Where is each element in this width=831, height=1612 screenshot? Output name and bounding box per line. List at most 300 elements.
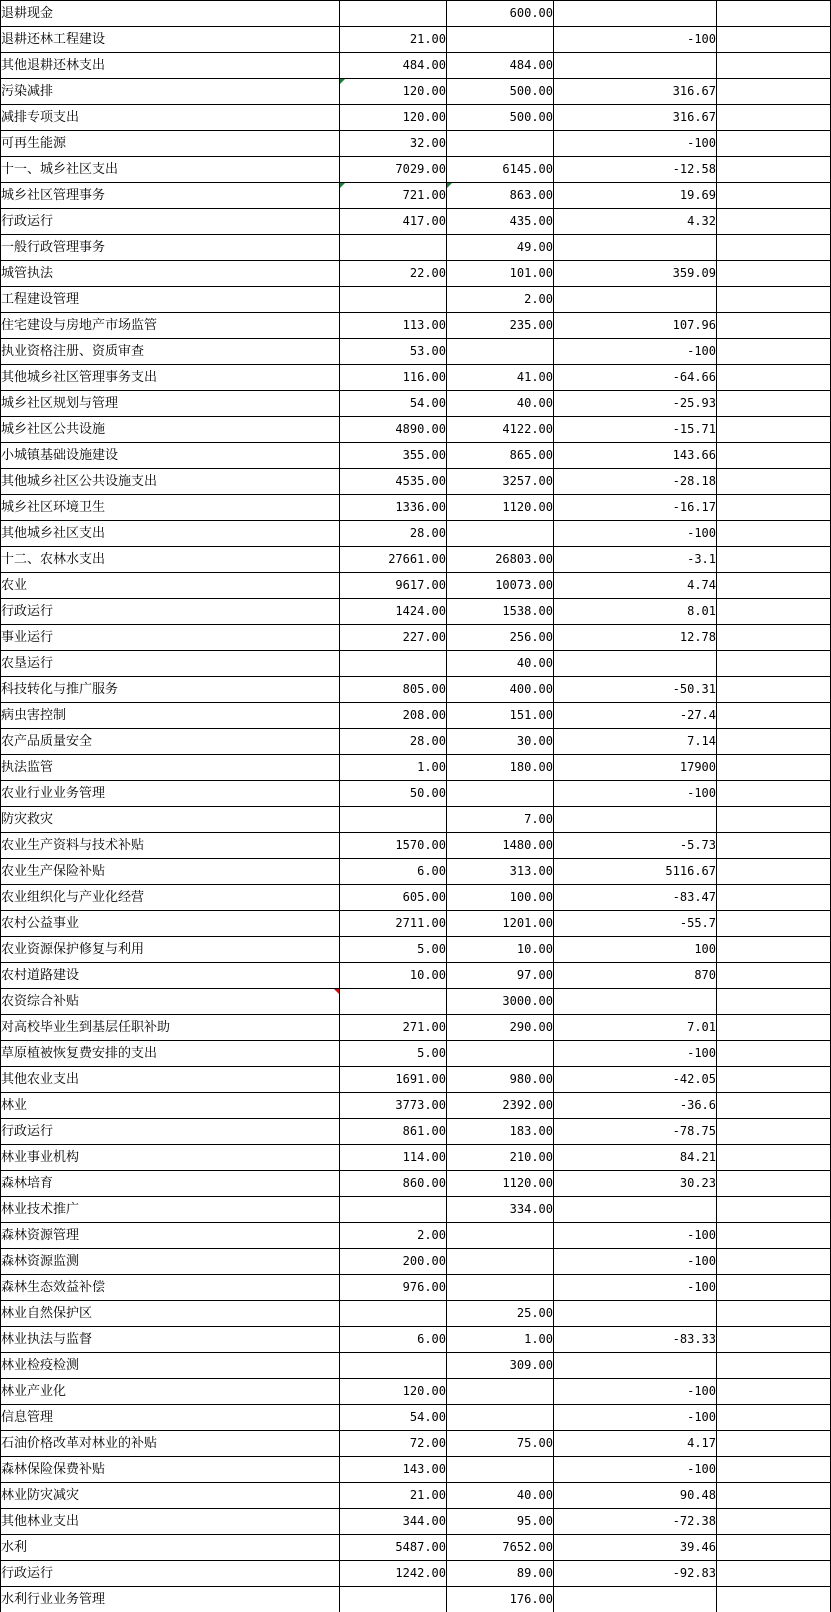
value-1-cell[interactable]: 116.00 [340, 365, 447, 391]
value-2-cell[interactable]: 49.00 [447, 235, 554, 261]
row-name-cell[interactable]: 退耕现金 [1, 1, 340, 27]
value-1-cell[interactable]: 1570.00 [340, 833, 447, 859]
empty-cell[interactable] [717, 547, 831, 573]
empty-cell[interactable] [717, 1509, 831, 1535]
row-name-cell[interactable]: 农业组织化与产业化经营 [1, 885, 340, 911]
value-1-cell[interactable]: 9617.00 [340, 573, 447, 599]
empty-cell[interactable] [717, 1119, 831, 1145]
value-1-cell[interactable]: 3773.00 [340, 1093, 447, 1119]
change-percent-cell[interactable]: 870 [554, 963, 717, 989]
empty-cell[interactable] [717, 1145, 831, 1171]
change-percent-cell[interactable]: -27.4 [554, 703, 717, 729]
row-name-cell[interactable]: 林业执法与监督 [1, 1327, 340, 1353]
value-2-cell[interactable]: 40.00 [447, 1483, 554, 1509]
row-name-cell[interactable]: 科技转化与推广服务 [1, 677, 340, 703]
row-name-cell[interactable]: 防灾救灾 [1, 807, 340, 833]
value-1-cell[interactable]: 1242.00 [340, 1561, 447, 1587]
value-1-cell[interactable]: 2711.00 [340, 911, 447, 937]
value-1-cell[interactable]: 7029.00 [340, 157, 447, 183]
row-name-cell[interactable]: 对高校毕业生到基层任职补助 [1, 1015, 340, 1041]
value-1-cell[interactable]: 4890.00 [340, 417, 447, 443]
value-1-cell[interactable]: 721.00 [340, 183, 447, 209]
value-2-cell[interactable]: 309.00 [447, 1353, 554, 1379]
change-percent-cell[interactable]: 316.67 [554, 105, 717, 131]
value-2-cell[interactable]: 435.00 [447, 209, 554, 235]
empty-cell[interactable] [717, 1327, 831, 1353]
change-percent-cell[interactable]: -100 [554, 1379, 717, 1405]
row-name-cell[interactable]: 减排专项支出 [1, 105, 340, 131]
value-2-cell[interactable] [447, 781, 554, 807]
empty-cell[interactable] [717, 53, 831, 79]
value-2-cell[interactable]: 151.00 [447, 703, 554, 729]
change-percent-cell[interactable]: -83.47 [554, 885, 717, 911]
row-name-cell[interactable]: 可再生能源 [1, 131, 340, 157]
row-name-cell[interactable]: 农垦运行 [1, 651, 340, 677]
row-name-cell[interactable]: 一般行政管理事务 [1, 235, 340, 261]
change-percent-cell[interactable] [554, 989, 717, 1015]
change-percent-cell[interactable]: -100 [554, 339, 717, 365]
row-name-cell[interactable]: 水利行业业务管理 [1, 1587, 340, 1612]
change-percent-cell[interactable]: 7.01 [554, 1015, 717, 1041]
change-percent-cell[interactable]: -3.1 [554, 547, 717, 573]
change-percent-cell[interactable]: 12.78 [554, 625, 717, 651]
value-2-cell[interactable] [447, 1275, 554, 1301]
value-2-cell[interactable]: 313.00 [447, 859, 554, 885]
empty-cell[interactable] [717, 391, 831, 417]
change-percent-cell[interactable] [554, 235, 717, 261]
row-name-cell[interactable]: 十一、城乡社区支出 [1, 157, 340, 183]
empty-cell[interactable] [717, 1197, 831, 1223]
value-1-cell[interactable]: 355.00 [340, 443, 447, 469]
row-name-cell[interactable]: 行政运行 [1, 1119, 340, 1145]
value-2-cell[interactable] [447, 131, 554, 157]
row-name-cell[interactable]: 农业行业业务管理 [1, 781, 340, 807]
change-percent-cell[interactable]: 90.48 [554, 1483, 717, 1509]
value-2-cell[interactable]: 10.00 [447, 937, 554, 963]
row-name-cell[interactable]: 农产品质量安全 [1, 729, 340, 755]
row-name-cell[interactable]: 水利 [1, 1535, 340, 1561]
value-1-cell[interactable]: 5.00 [340, 937, 447, 963]
value-2-cell[interactable]: 500.00 [447, 79, 554, 105]
value-1-cell[interactable] [340, 1301, 447, 1327]
row-name-cell[interactable]: 城乡社区管理事务 [1, 183, 340, 209]
empty-cell[interactable] [717, 365, 831, 391]
value-1-cell[interactable]: 54.00 [340, 391, 447, 417]
empty-cell[interactable] [717, 1275, 831, 1301]
empty-cell[interactable] [717, 443, 831, 469]
change-percent-cell[interactable]: -78.75 [554, 1119, 717, 1145]
empty-cell[interactable] [717, 755, 831, 781]
empty-cell[interactable] [717, 27, 831, 53]
value-2-cell[interactable]: 41.00 [447, 365, 554, 391]
value-2-cell[interactable]: 100.00 [447, 885, 554, 911]
row-name-cell[interactable]: 小城镇基础设施建设 [1, 443, 340, 469]
change-percent-cell[interactable]: 8.01 [554, 599, 717, 625]
change-percent-cell[interactable]: -72.38 [554, 1509, 717, 1535]
change-percent-cell[interactable]: 100 [554, 937, 717, 963]
change-percent-cell[interactable]: 19.69 [554, 183, 717, 209]
value-1-cell[interactable] [340, 651, 447, 677]
empty-cell[interactable] [717, 729, 831, 755]
empty-cell[interactable] [717, 859, 831, 885]
empty-cell[interactable] [717, 833, 831, 859]
value-1-cell[interactable]: 113.00 [340, 313, 447, 339]
value-1-cell[interactable]: 805.00 [340, 677, 447, 703]
value-1-cell[interactable]: 1424.00 [340, 599, 447, 625]
value-1-cell[interactable]: 21.00 [340, 27, 447, 53]
value-2-cell[interactable]: 1538.00 [447, 599, 554, 625]
value-2-cell[interactable]: 600.00 [447, 1, 554, 27]
empty-cell[interactable] [717, 157, 831, 183]
change-percent-cell[interactable] [554, 287, 717, 313]
change-percent-cell[interactable]: -5.73 [554, 833, 717, 859]
empty-cell[interactable] [717, 781, 831, 807]
change-percent-cell[interactable]: -100 [554, 27, 717, 53]
change-percent-cell[interactable]: -100 [554, 521, 717, 547]
change-percent-cell[interactable]: 4.17 [554, 1431, 717, 1457]
value-2-cell[interactable]: 25.00 [447, 1301, 554, 1327]
change-percent-cell[interactable]: 4.74 [554, 573, 717, 599]
empty-cell[interactable] [717, 1093, 831, 1119]
row-name-cell[interactable]: 其他城乡社区管理事务支出 [1, 365, 340, 391]
value-2-cell[interactable]: 3257.00 [447, 469, 554, 495]
value-1-cell[interactable]: 344.00 [340, 1509, 447, 1535]
empty-cell[interactable] [717, 235, 831, 261]
value-1-cell[interactable]: 114.00 [340, 1145, 447, 1171]
value-1-cell[interactable]: 5487.00 [340, 1535, 447, 1561]
row-name-cell[interactable]: 森林资源监测 [1, 1249, 340, 1275]
value-2-cell[interactable]: 10073.00 [447, 573, 554, 599]
value-2-cell[interactable] [447, 1405, 554, 1431]
value-1-cell[interactable] [340, 1353, 447, 1379]
empty-cell[interactable] [717, 131, 831, 157]
row-name-cell[interactable]: 城乡社区公共设施 [1, 417, 340, 443]
empty-cell[interactable] [717, 469, 831, 495]
change-percent-cell[interactable]: 4.32 [554, 209, 717, 235]
empty-cell[interactable] [717, 1223, 831, 1249]
empty-cell[interactable] [717, 1353, 831, 1379]
change-percent-cell[interactable]: -12.58 [554, 157, 717, 183]
empty-cell[interactable] [717, 1015, 831, 1041]
value-1-cell[interactable] [340, 1197, 447, 1223]
value-2-cell[interactable]: 6145.00 [447, 157, 554, 183]
value-2-cell[interactable]: 235.00 [447, 313, 554, 339]
empty-cell[interactable] [717, 1405, 831, 1431]
empty-cell[interactable] [717, 937, 831, 963]
empty-cell[interactable] [717, 1561, 831, 1587]
value-1-cell[interactable]: 72.00 [340, 1431, 447, 1457]
row-name-cell[interactable]: 林业技术推广 [1, 1197, 340, 1223]
value-1-cell[interactable]: 2.00 [340, 1223, 447, 1249]
change-percent-cell[interactable] [554, 1301, 717, 1327]
value-2-cell[interactable] [447, 1249, 554, 1275]
value-2-cell[interactable]: 334.00 [447, 1197, 554, 1223]
change-percent-cell[interactable]: -55.7 [554, 911, 717, 937]
value-1-cell[interactable] [340, 287, 447, 313]
row-name-cell[interactable]: 住宅建设与房地产市场监管 [1, 313, 340, 339]
change-percent-cell[interactable] [554, 1587, 717, 1612]
row-name-cell[interactable]: 林业检疫检测 [1, 1353, 340, 1379]
row-name-cell[interactable]: 其他城乡社区支出 [1, 521, 340, 547]
row-name-cell[interactable]: 工程建设管理 [1, 287, 340, 313]
row-name-cell[interactable]: 执业资格注册、资质审查 [1, 339, 340, 365]
value-1-cell[interactable]: 200.00 [340, 1249, 447, 1275]
empty-cell[interactable] [717, 677, 831, 703]
change-percent-cell[interactable]: -100 [554, 1223, 717, 1249]
empty-cell[interactable] [717, 1483, 831, 1509]
row-name-cell[interactable]: 行政运行 [1, 599, 340, 625]
empty-cell[interactable] [717, 1431, 831, 1457]
empty-cell[interactable] [717, 79, 831, 105]
value-2-cell[interactable]: 256.00 [447, 625, 554, 651]
empty-cell[interactable] [717, 1041, 831, 1067]
value-1-cell[interactable]: 227.00 [340, 625, 447, 651]
empty-cell[interactable] [717, 339, 831, 365]
change-percent-cell[interactable] [554, 807, 717, 833]
value-1-cell[interactable] [340, 1587, 447, 1612]
value-1-cell[interactable]: 53.00 [340, 339, 447, 365]
change-percent-cell[interactable]: -16.17 [554, 495, 717, 521]
row-name-cell[interactable]: 森林生态效益补偿 [1, 1275, 340, 1301]
change-percent-cell[interactable]: -28.18 [554, 469, 717, 495]
empty-cell[interactable] [717, 521, 831, 547]
row-name-cell[interactable]: 污染减排 [1, 79, 340, 105]
value-1-cell[interactable]: 4535.00 [340, 469, 447, 495]
value-2-cell[interactable]: 30.00 [447, 729, 554, 755]
row-name-cell[interactable]: 农业生产保险补贴 [1, 859, 340, 885]
value-1-cell[interactable]: 861.00 [340, 1119, 447, 1145]
empty-cell[interactable] [717, 1535, 831, 1561]
empty-cell[interactable] [717, 1301, 831, 1327]
value-1-cell[interactable]: 208.00 [340, 703, 447, 729]
empty-cell[interactable] [717, 105, 831, 131]
value-2-cell[interactable]: 183.00 [447, 1119, 554, 1145]
empty-cell[interactable] [717, 1249, 831, 1275]
empty-cell[interactable] [717, 573, 831, 599]
value-2-cell[interactable]: 484.00 [447, 53, 554, 79]
value-1-cell[interactable]: 10.00 [340, 963, 447, 989]
row-name-cell[interactable]: 农资综合补贴 [1, 989, 340, 1015]
change-percent-cell[interactable]: -64.66 [554, 365, 717, 391]
change-percent-cell[interactable]: -100 [554, 781, 717, 807]
change-percent-cell[interactable]: -100 [554, 1249, 717, 1275]
change-percent-cell[interactable]: 359.09 [554, 261, 717, 287]
change-percent-cell[interactable]: -100 [554, 1457, 717, 1483]
row-name-cell[interactable]: 城乡社区规划与管理 [1, 391, 340, 417]
row-name-cell[interactable]: 林业 [1, 1093, 340, 1119]
empty-cell[interactable] [717, 209, 831, 235]
row-name-cell[interactable]: 其他农业支出 [1, 1067, 340, 1093]
value-2-cell[interactable]: 101.00 [447, 261, 554, 287]
change-percent-cell[interactable]: 7.14 [554, 729, 717, 755]
empty-cell[interactable] [717, 287, 831, 313]
value-1-cell[interactable]: 22.00 [340, 261, 447, 287]
value-1-cell[interactable]: 860.00 [340, 1171, 447, 1197]
value-2-cell[interactable] [447, 521, 554, 547]
value-1-cell[interactable]: 120.00 [340, 1379, 447, 1405]
value-2-cell[interactable]: 89.00 [447, 1561, 554, 1587]
change-percent-cell[interactable]: 84.21 [554, 1145, 717, 1171]
change-percent-cell[interactable] [554, 1, 717, 27]
value-1-cell[interactable]: 143.00 [340, 1457, 447, 1483]
value-2-cell[interactable]: 75.00 [447, 1431, 554, 1457]
empty-cell[interactable] [717, 495, 831, 521]
change-percent-cell[interactable]: -100 [554, 1405, 717, 1431]
row-name-cell[interactable]: 城乡社区环境卫生 [1, 495, 340, 521]
row-name-cell[interactable]: 森林保险保费补贴 [1, 1457, 340, 1483]
change-percent-cell[interactable]: -100 [554, 1041, 717, 1067]
value-2-cell[interactable] [447, 339, 554, 365]
value-1-cell[interactable]: 271.00 [340, 1015, 447, 1041]
value-2-cell[interactable]: 3000.00 [447, 989, 554, 1015]
empty-cell[interactable] [717, 183, 831, 209]
value-2-cell[interactable]: 1120.00 [447, 495, 554, 521]
value-1-cell[interactable]: 5.00 [340, 1041, 447, 1067]
value-2-cell[interactable]: 7.00 [447, 807, 554, 833]
value-1-cell[interactable]: 1691.00 [340, 1067, 447, 1093]
change-percent-cell[interactable]: 30.23 [554, 1171, 717, 1197]
change-percent-cell[interactable]: -83.33 [554, 1327, 717, 1353]
value-2-cell[interactable] [447, 1041, 554, 1067]
row-name-cell[interactable]: 退耕还林工程建设 [1, 27, 340, 53]
value-2-cell[interactable]: 40.00 [447, 391, 554, 417]
row-name-cell[interactable]: 林业产业化 [1, 1379, 340, 1405]
value-1-cell[interactable]: 6.00 [340, 859, 447, 885]
value-1-cell[interactable]: 54.00 [340, 1405, 447, 1431]
value-1-cell[interactable]: 120.00 [340, 105, 447, 131]
change-percent-cell[interactable]: 316.67 [554, 79, 717, 105]
value-1-cell[interactable]: 28.00 [340, 521, 447, 547]
row-name-cell[interactable]: 其他林业支出 [1, 1509, 340, 1535]
value-2-cell[interactable]: 95.00 [447, 1509, 554, 1535]
empty-cell[interactable] [717, 1379, 831, 1405]
row-name-cell[interactable]: 林业防灾减灾 [1, 1483, 340, 1509]
value-2-cell[interactable] [447, 1457, 554, 1483]
change-percent-cell[interactable]: 39.46 [554, 1535, 717, 1561]
empty-cell[interactable] [717, 1457, 831, 1483]
row-name-cell[interactable]: 农业生产资料与技术补贴 [1, 833, 340, 859]
value-2-cell[interactable]: 7652.00 [447, 1535, 554, 1561]
value-1-cell[interactable]: 605.00 [340, 885, 447, 911]
row-name-cell[interactable]: 城管执法 [1, 261, 340, 287]
value-1-cell[interactable] [340, 1, 447, 27]
value-1-cell[interactable]: 21.00 [340, 1483, 447, 1509]
value-1-cell[interactable]: 27661.00 [340, 547, 447, 573]
empty-cell[interactable] [717, 599, 831, 625]
row-name-cell[interactable]: 农业资源保护修复与利用 [1, 937, 340, 963]
row-name-cell[interactable]: 行政运行 [1, 209, 340, 235]
empty-cell[interactable] [717, 885, 831, 911]
value-2-cell[interactable]: 40.00 [447, 651, 554, 677]
row-name-cell[interactable]: 事业运行 [1, 625, 340, 651]
value-2-cell[interactable] [447, 1223, 554, 1249]
value-1-cell[interactable] [340, 989, 447, 1015]
value-1-cell[interactable] [340, 235, 447, 261]
empty-cell[interactable] [717, 261, 831, 287]
value-1-cell[interactable]: 976.00 [340, 1275, 447, 1301]
value-1-cell[interactable]: 32.00 [340, 131, 447, 157]
row-name-cell[interactable]: 林业事业机构 [1, 1145, 340, 1171]
change-percent-cell[interactable]: 107.96 [554, 313, 717, 339]
value-2-cell[interactable]: 1201.00 [447, 911, 554, 937]
row-name-cell[interactable]: 农村公益事业 [1, 911, 340, 937]
empty-cell[interactable] [717, 1171, 831, 1197]
row-name-cell[interactable]: 执法监管 [1, 755, 340, 781]
value-2-cell[interactable] [447, 27, 554, 53]
value-2-cell[interactable]: 176.00 [447, 1587, 554, 1612]
value-2-cell[interactable]: 2.00 [447, 287, 554, 313]
value-2-cell[interactable]: 2392.00 [447, 1093, 554, 1119]
change-percent-cell[interactable] [554, 1197, 717, 1223]
value-2-cell[interactable]: 865.00 [447, 443, 554, 469]
value-1-cell[interactable]: 1.00 [340, 755, 447, 781]
value-2-cell[interactable]: 863.00 [447, 183, 554, 209]
value-1-cell[interactable]: 484.00 [340, 53, 447, 79]
empty-cell[interactable] [717, 1587, 831, 1612]
row-name-cell[interactable]: 病虫害控制 [1, 703, 340, 729]
change-percent-cell[interactable]: -100 [554, 1275, 717, 1301]
change-percent-cell[interactable]: 143.66 [554, 443, 717, 469]
empty-cell[interactable] [717, 417, 831, 443]
value-2-cell[interactable]: 210.00 [447, 1145, 554, 1171]
value-2-cell[interactable]: 980.00 [447, 1067, 554, 1093]
row-name-cell[interactable]: 其他退耕还林支出 [1, 53, 340, 79]
value-2-cell[interactable]: 400.00 [447, 677, 554, 703]
row-name-cell[interactable]: 林业自然保护区 [1, 1301, 340, 1327]
value-1-cell[interactable]: 6.00 [340, 1327, 447, 1353]
change-percent-cell[interactable] [554, 651, 717, 677]
value-2-cell[interactable]: 180.00 [447, 755, 554, 781]
value-2-cell[interactable]: 26803.00 [447, 547, 554, 573]
value-1-cell[interactable] [340, 807, 447, 833]
value-1-cell[interactable]: 50.00 [340, 781, 447, 807]
change-percent-cell[interactable]: -100 [554, 131, 717, 157]
value-2-cell[interactable]: 500.00 [447, 105, 554, 131]
row-name-cell[interactable]: 农村道路建设 [1, 963, 340, 989]
change-percent-cell[interactable]: -42.05 [554, 1067, 717, 1093]
row-name-cell[interactable]: 森林资源管理 [1, 1223, 340, 1249]
value-2-cell[interactable]: 4122.00 [447, 417, 554, 443]
change-percent-cell[interactable]: -36.6 [554, 1093, 717, 1119]
change-percent-cell[interactable]: 5116.67 [554, 859, 717, 885]
change-percent-cell[interactable]: -50.31 [554, 677, 717, 703]
empty-cell[interactable] [717, 963, 831, 989]
row-name-cell[interactable]: 行政运行 [1, 1561, 340, 1587]
row-name-cell[interactable]: 森林培育 [1, 1171, 340, 1197]
value-2-cell[interactable]: 1.00 [447, 1327, 554, 1353]
empty-cell[interactable] [717, 911, 831, 937]
change-percent-cell[interactable]: -92.83 [554, 1561, 717, 1587]
empty-cell[interactable] [717, 1067, 831, 1093]
empty-cell[interactable] [717, 651, 831, 677]
value-2-cell[interactable]: 97.00 [447, 963, 554, 989]
row-name-cell[interactable]: 草原植被恢复费安排的支出 [1, 1041, 340, 1067]
row-name-cell[interactable]: 信息管理 [1, 1405, 340, 1431]
empty-cell[interactable] [717, 625, 831, 651]
value-2-cell[interactable]: 1120.00 [447, 1171, 554, 1197]
change-percent-cell[interactable]: 17900 [554, 755, 717, 781]
change-percent-cell[interactable] [554, 1353, 717, 1379]
change-percent-cell[interactable]: -15.71 [554, 417, 717, 443]
change-percent-cell[interactable]: -25.93 [554, 391, 717, 417]
empty-cell[interactable] [717, 989, 831, 1015]
empty-cell[interactable] [717, 807, 831, 833]
empty-cell[interactable] [717, 1, 831, 27]
empty-cell[interactable] [717, 703, 831, 729]
row-name-cell[interactable]: 石油价格改革对林业的补贴 [1, 1431, 340, 1457]
row-name-cell[interactable]: 十二、农林水支出 [1, 547, 340, 573]
value-2-cell[interactable]: 1480.00 [447, 833, 554, 859]
